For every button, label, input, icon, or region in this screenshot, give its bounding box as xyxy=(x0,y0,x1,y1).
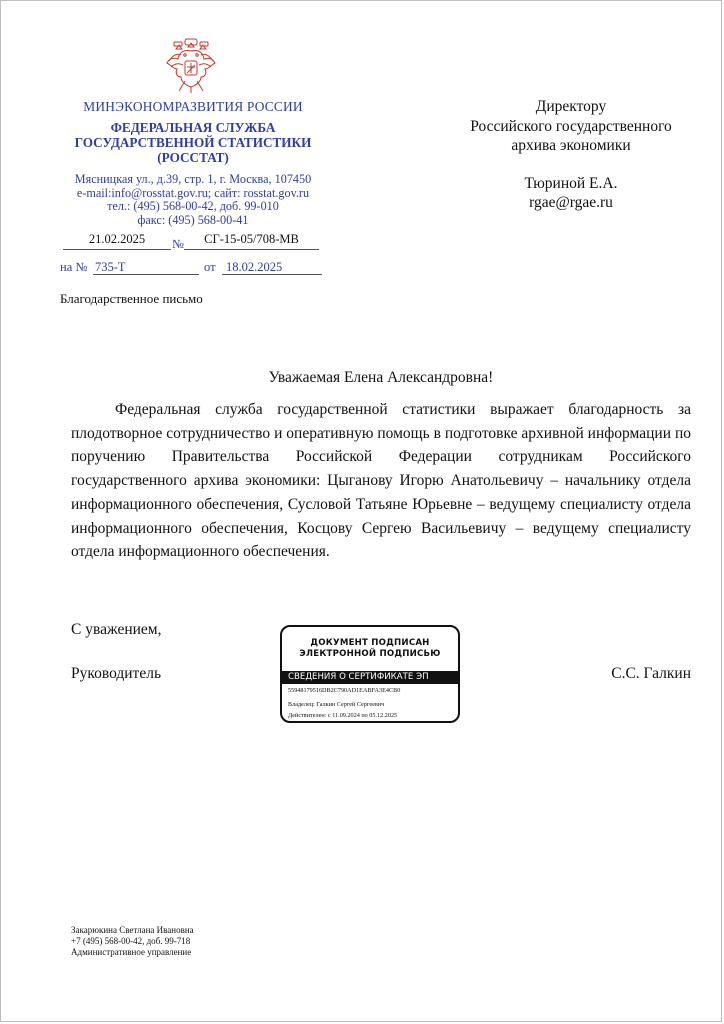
addressee-line: архива экономики xyxy=(511,137,631,154)
stamp-title: ДОКУМЕНТ ПОДПИСАН ЭЛЕКТРОННОЙ ПОДПИСЬЮ xyxy=(299,638,441,659)
greeting: Уважаемая Елена Александровна! xyxy=(268,369,494,386)
coat-of-arms-icon xyxy=(165,37,217,95)
stamp-owner: Владелец: Галкин Сергей Сергеевич xyxy=(288,701,385,708)
executor-department: Административное управление xyxy=(71,947,192,957)
stamp-certificate-header: СВЕДЕНИЯ О СЕРТИФИКАТЕ ЭП xyxy=(282,671,458,684)
document-type: Благодарственное письмо xyxy=(60,291,203,306)
registration-number-line xyxy=(184,249,319,250)
electronic-signature-stamp xyxy=(280,625,460,723)
agency-name: ФЕДЕРАЛЬНАЯ СЛУЖБА ГОСУДАРСТВЕННОЙ СТАТИСТИКИ (РОССТАТ) xyxy=(74,120,312,165)
addressee-email: rgae@rgae.ru xyxy=(529,194,613,211)
stamp-validity: Действителен: с 11.09.2024 по 05.12.2025 xyxy=(288,712,398,719)
letter-body: Федеральная служба государственной статистики выражает благодарность за плодотворное сотрудничество и оперативную помощь в подготовке архивной информации по поручению Правительства Российской Федерации сотрудникам Российского государственного архива экономики: Цыганову Игорю Анатольевичу – начальнику отдела информационного обеспечения, Сусловой Татьяне Юрьевне – ведущему специалисту отдела информационного обеспечения, Косцову Сергею Васильевичу – ведущему специалисту отдела информационного обеспечения. xyxy=(71,401,691,561)
executor-name: Закарюкина Светлана Ивановна xyxy=(71,925,194,935)
registration-date: 21.02.2025 xyxy=(88,232,146,246)
executor-phone: +7 (495) 568-00-42, доб. 99-718 xyxy=(71,936,191,946)
reference-prefix: на № xyxy=(60,260,88,274)
executor-info xyxy=(71,925,194,958)
addressee-line: Директору xyxy=(535,98,607,115)
closing-regards: С уважением, xyxy=(71,621,162,638)
addressee-name: Тюриной Е.А. xyxy=(524,174,618,192)
signer-name: С.С. Галкин xyxy=(611,665,691,682)
reference-from: от xyxy=(204,260,216,274)
addressee-line: Российского государственного xyxy=(470,117,672,135)
reference-date: 18.02.2025 xyxy=(222,260,322,275)
registration-number-sign: № xyxy=(172,237,184,251)
agency-contacts: Мясницкая ул., д.39, стр. 1, г. Москва, 107450 e-mail:info@rosstat.gov.ru; сайт: rosstat.gov.ru тел.: (495) 568-00-42, доб. 99-010 факс: (495) 568-00-41 xyxy=(74,172,312,227)
ministry-name: МИНЭКОНОМРАЗВИТИЯ РОССИИ xyxy=(83,99,303,114)
stamp-certificate-id: 55948179516DB2C790AD1EABFA3E4CB0 xyxy=(288,687,401,694)
reference-number: 735-Т xyxy=(93,260,199,275)
registration-number: СГ-15-05/708-МВ xyxy=(204,232,299,246)
registration-date-line xyxy=(63,249,171,250)
addressee-block xyxy=(441,97,701,213)
signer-position: Руководитель xyxy=(71,665,162,682)
